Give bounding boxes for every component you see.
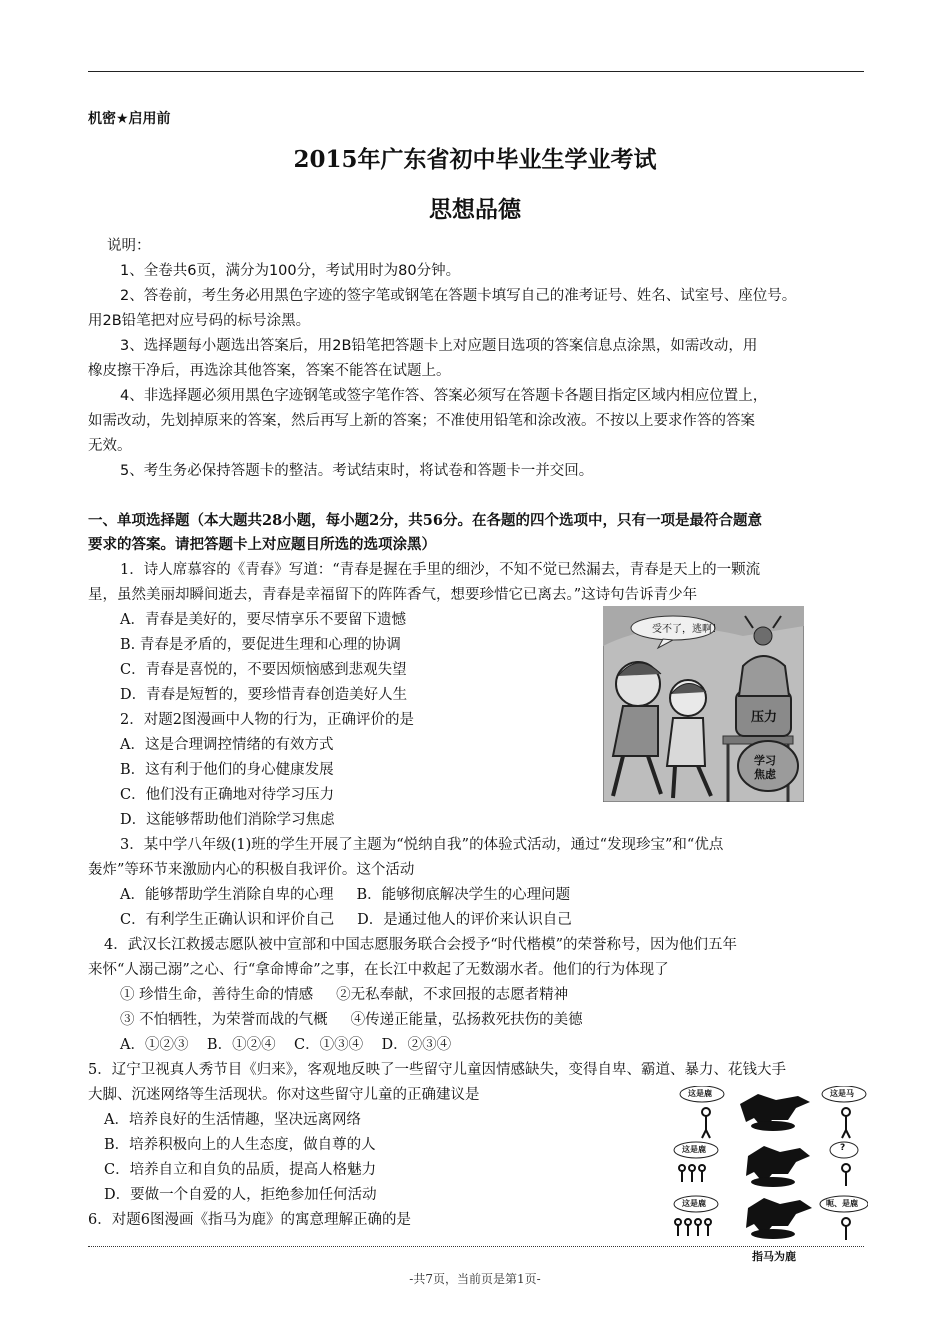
bubble-text: 这是鹿 bbox=[688, 1089, 712, 1098]
cartoon-horse-deer bbox=[668, 1086, 868, 1266]
pressure-label: 压力 bbox=[751, 710, 778, 725]
cartoon-stress-escape bbox=[603, 606, 804, 802]
question-line: 6．对题6图漫画《指马为鹿》的寓意理解正确的是 bbox=[88, 1212, 411, 1228]
bubble-text: ? bbox=[840, 1143, 846, 1153]
speech-bubble-text: 受不了，逃啊！ bbox=[652, 624, 722, 635]
option-line: B．培养积极向上的人生态度，做自尊的人 bbox=[104, 1137, 376, 1153]
question-line: 4．武汉长江救援志愿队被中宣部和中国志愿服务联合会授予“时代楷模”的荣誉称号，因为他们五年 bbox=[104, 937, 738, 953]
question-line: 2．对题2图漫画中人物的行为，正确评价的是 bbox=[120, 712, 414, 728]
bubble-text: 呃、是鹿 bbox=[826, 1199, 858, 1208]
question-line: 星，虽然美丽却瞬间逝去，青春是幸福留下的阵阵香气，想要珍惜它已离去。”这诗句告诉青少年 bbox=[88, 587, 698, 603]
question-line: 来怀“人溺己溺”之心、行“拿命博命”之事，在长江中救起了无数溺水者。他们的行为体现了 bbox=[88, 962, 669, 978]
bubble-text: 这是鹿 bbox=[682, 1145, 706, 1154]
option-line: B．这有利于他们的身心健康发展 bbox=[120, 762, 334, 778]
option-line: B. 青春是矛盾的，要促进生理和心理的协调 bbox=[120, 637, 401, 653]
option-line: D．要做一个自爱的人，拒绝参加任何活动 bbox=[104, 1187, 377, 1203]
question-line: 轰炸”等环节来激励内心的积极自我评价。这个活动 bbox=[88, 862, 415, 878]
instruction-line: 5、考生务必保持答题卡的整洁。考试结束时，将试卷和答题卡一并交回。 bbox=[120, 463, 594, 479]
top-rule bbox=[88, 71, 864, 72]
section-heading: 一、单项选择题（本大题共28小题，每小题2分，共56分。在各题的四个选项中，只有一项是最符合题意 bbox=[88, 512, 762, 529]
instruction-line: 1、全卷共6页，满分为100分，考试用时为80分钟。 bbox=[120, 263, 461, 279]
instruction-line: 2、答卷前，考生务必用黑色字迹的签字笔或钢笔在答题卡填写自己的准考证号、姓名、试室号、座位号。 bbox=[120, 288, 797, 304]
page-footer: -共7页，当前页是第1页- bbox=[409, 1272, 541, 1286]
option-line: A．培养良好的生活情趣，坚决远离网络 bbox=[104, 1112, 361, 1128]
question-line: 大脚、沉迷网络等生活现状。你对这些留守儿童的正确建议是 bbox=[88, 1087, 480, 1103]
option-line: D．这能够帮助他们消除学习焦虑 bbox=[120, 812, 335, 828]
option-line: D．青春是短暂的，要珍惜青春创造美好人生 bbox=[120, 687, 408, 703]
subject-title: 思想品德 bbox=[429, 196, 521, 223]
instruction-line: 无效。 bbox=[88, 438, 132, 454]
confidential-mark: 机密★启用前 bbox=[88, 111, 171, 127]
instruction-line: 橡皮擦干净后，再选涂其他答案，答案不能答在试题上。 bbox=[88, 363, 451, 379]
option-line: C．培养自立和自负的品质，提高人格魅力 bbox=[104, 1162, 377, 1178]
option-line: A．能够帮助学生消除自卑的心理 B．能够彻底解决学生的心理问题 bbox=[120, 887, 571, 903]
instruction-line: 3、选择题每小题选出答案后，用2B铅笔把答题卡上对应题目选项的答案信息点涂黑，如需改动，用 bbox=[120, 338, 758, 354]
option-line: A．青春是美好的，要尽情享乐不要留下遗憾 bbox=[120, 612, 406, 628]
bubble-text: 这是马 bbox=[830, 1089, 854, 1098]
option-line: C．青春是喜悦的，不要因烦恼感到悲观失望 bbox=[120, 662, 407, 678]
statement-line: ③ 不怕牺牲，为荣誉而战的气概 ④传递正能量，弘扬救死扶伤的美德 bbox=[120, 1012, 583, 1028]
cartoon-caption: 指马为鹿 bbox=[752, 1250, 796, 1263]
question-line: 5．辽宁卫视真人秀节目《归来》，客观地反映了一些留守儿童因情感缺失，变得自卑、霸道、暴力、花钱大手 bbox=[88, 1062, 786, 1078]
question-line: 1．诗人席慕容的《青春》写道：“青春是握在手里的细沙，不知不觉已然漏去，青春是天上的一颗流 bbox=[120, 562, 761, 578]
instruction-line: 用2B铅笔把对应号码的标号涂黑。 bbox=[88, 313, 311, 329]
option-line: C．他们没有正确地对待学习压力 bbox=[120, 787, 335, 803]
option-line: A．①②③ B．①②④ C．①③④ D．②③④ bbox=[120, 1037, 452, 1053]
option-line: C．有利学生正确认识和评价自己 D．是通过他人的评价来认识自己 bbox=[120, 912, 572, 928]
option-line: A．这是合理调控情绪的有效方式 bbox=[120, 737, 334, 753]
anxiety-label: 学习焦虑 bbox=[754, 754, 776, 781]
cartoon-horse-illustration bbox=[668, 1086, 868, 1266]
bottom-rule bbox=[88, 1246, 864, 1247]
statement-line: ① 珍惜生命，善待生命的情感 ②无私奉献，不求回报的志愿者精神 bbox=[120, 987, 569, 1003]
question-line: 3．某中学八年级(1)班的学生开展了主题为“悦纳自我”的体验式活动，通过“发现珍宝”和“优点 bbox=[120, 837, 724, 853]
exam-title: 2015年广东省初中毕业生学业考试 bbox=[293, 146, 657, 173]
section-heading: 要求的答案。请把答题卡上对应题目所选的选项涂黑） bbox=[88, 536, 436, 553]
bubble-text: 这是鹿 bbox=[682, 1199, 706, 1208]
instruction-line: 如需改动，先划掉原来的答案，然后再写上新的答案；不准使用铅笔和涂改液。不按以上要求作答的答案 bbox=[88, 413, 755, 429]
instruction-line: 4、非选择题必须用黑色字迹钢笔或签字笔作答、答案必须写在答题卡各题目指定区域内相应位置上， bbox=[120, 388, 768, 404]
instructions-label: 说明： bbox=[107, 238, 151, 254]
